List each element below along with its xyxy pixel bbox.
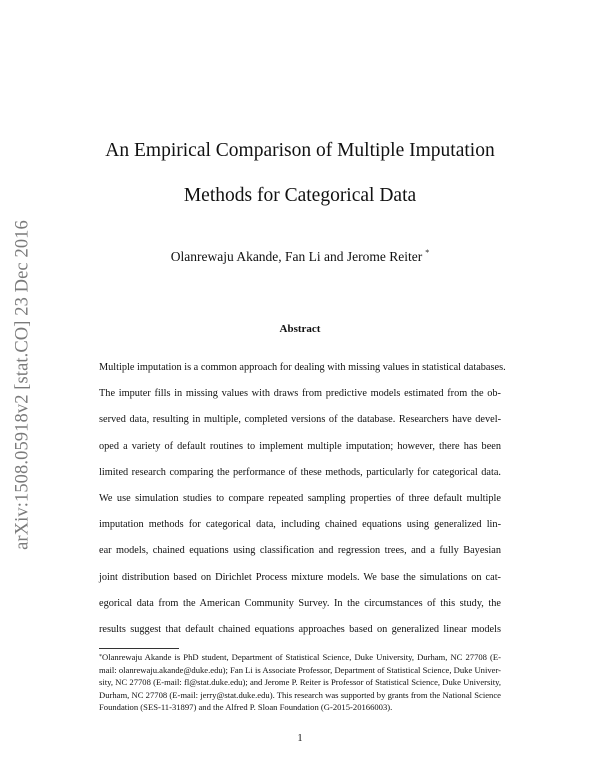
page-number: 1 [297, 733, 303, 744]
author-footnote [99, 651, 501, 714]
abstract-line: joint distribution based on Dirichlet Process mixture models. We base the simulations on cat- [99, 571, 501, 583]
footnote-line: sity, NC 27708 (E-mail: fl@stat.duke.edu); and Jerome P. Reiter is Professor of Statistical Science, Duke University, [99, 677, 501, 687]
author-names: Olanrewaju Akande, Fan Li and Jerome Reiter [170, 249, 423, 264]
paper-title-line-2: Methods for Categorical Data [183, 185, 417, 206]
footnote-line: mail: olanrewaju.akande@duke.edu); Fan Li is Associate Professor, Department of Statistical Science, Duke Univer- [99, 664, 501, 675]
footnote-divider [99, 648, 179, 649]
abstract-line: served data, resulting in multiple, completed versions of the database. Researchers have devel- [99, 414, 501, 426]
author-list [0, 249, 600, 265]
footnote-line [99, 651, 501, 664]
paper-title-line-1: An Empirical Comparison of Multiple Imputation [105, 140, 495, 161]
footnote-text: Olanrewaju Akande is PhD student, Department of Statistical Science, Duke University, Durham, NC 27708 (E- [102, 652, 501, 662]
author-footnote-mark: * [425, 248, 430, 257]
abstract-line: We use simulation studies to compare repeated sampling properties of three default multiple [99, 492, 501, 504]
footnote-mark: * [99, 654, 102, 660]
footnote-line: Durham, NC 27708 (E-mail: jerry@stat.duke.edu). This research was supported by grants from the National Science [99, 689, 501, 700]
abstract-line: ear models, chained equations using classification and regression trees, and a fully Bayesian [99, 545, 501, 557]
abstract-line: results suggest that default chained equations approaches based on generalized linear models [99, 623, 501, 635]
abstract-line: Multiple imputation is a common approach for dealing with missing values in statistical databases. [99, 362, 506, 373]
arxiv-identifier-stamp: arXiv:1508.05918v2 [stat.CO] 23 Dec 2016 [12, 220, 33, 550]
abstract-line: egorical data from the American Community Survey. In the circumstances of this study, the [99, 597, 501, 609]
abstract-body [99, 361, 506, 649]
abstract-heading: Abstract [279, 323, 321, 335]
abstract-line: limited research comparing the performance of these methods, particularly for categorical data. [99, 466, 501, 478]
footnote-line: Foundation (SES-11-31897) and the Alfred P. Sloan Foundation (G-2015-20166003). [99, 702, 393, 712]
abstract-line: oped a variety of default routines to implement multiple imputation; however, there has been [99, 440, 501, 452]
abstract-line: The imputer fills in missing values with draws from predictive models estimated from the ob- [99, 388, 501, 400]
abstract-line: imputation methods for categorical data, including chained equations using generalized lin- [99, 519, 501, 531]
